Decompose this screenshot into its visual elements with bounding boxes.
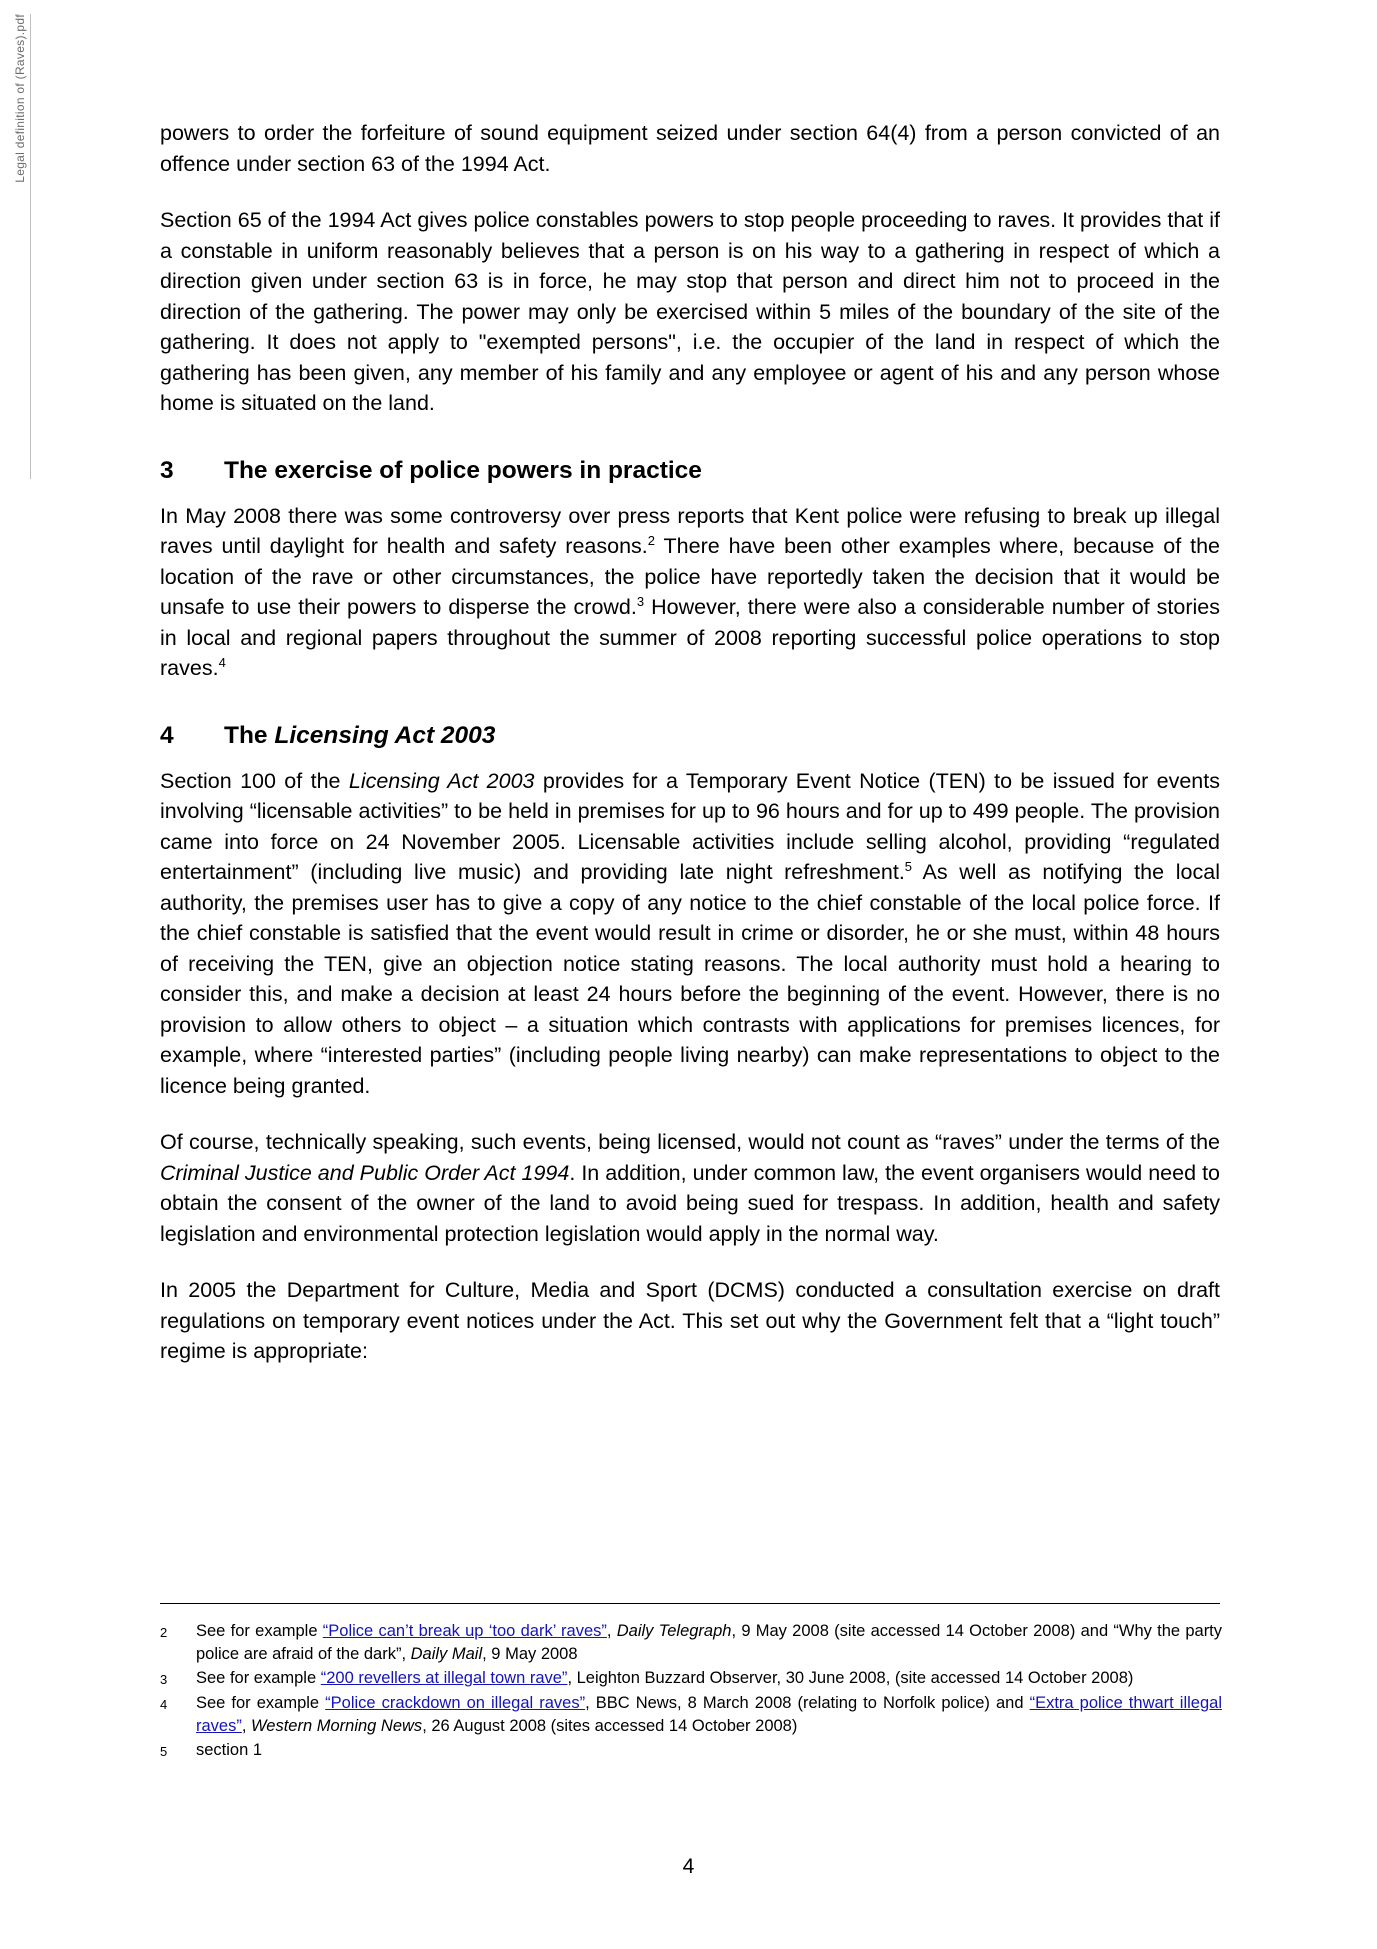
footnote-ref-4[interactable]: 4 — [218, 654, 226, 670]
footnote-ref-5[interactable]: 5 — [904, 858, 913, 874]
fn3-link-1[interactable]: “200 revellers at illegal town rave” — [320, 1669, 568, 1687]
footnote-item — [160, 1667, 1222, 1691]
sidebar-file-tab-label: Legal definition of (Raves).pdf — [13, 14, 27, 183]
footnote-separator — [160, 1603, 1220, 1604]
heading-section-4 — [160, 722, 1220, 750]
heading-4-title — [224, 722, 1220, 750]
footnote-marker: 4 — [160, 1697, 168, 1712]
heading-4-title-italic: Licensing Act 2003 — [274, 721, 496, 749]
heading-3-title: The exercise of police powers in practice — [224, 456, 702, 484]
fn2-italic-2: Daily Mail — [410, 1645, 483, 1663]
s3-text-b: There have been other examples where, because of the location of the rave or other circumstances, the police have reportedly taken the decision that it would be unsafe to use their powers to disperse the crowd. — [160, 534, 1220, 619]
fn2-link-1[interactable]: “Police can’t break up ‘too dark’ raves” — [322, 1622, 607, 1640]
paragraph-forfeiture: powers to order the forfeiture of sound equipment seized under section 64(4) from a person convicted of an offence under section 63 of the 1994 Act. — [160, 121, 1220, 176]
fn2-post: , 9 May 2008 — [482, 1645, 578, 1663]
paragraph-section-3-body — [160, 501, 1220, 684]
s3-text-a: In May 2008 there was some controversy over press reports that Kent police were refusing to break up illegal raves until daylight for health and safety reasons. — [160, 503, 1220, 558]
fn2-pre: See for example — [196, 1622, 323, 1640]
heading-4-title-plain: The — [224, 721, 275, 749]
fn2-mid-2: , 9 May 2008 (site accessed 14 October 2008) and “Why the party police are afraid of the dark”, — [196, 1622, 1223, 1663]
s4p1-b: provides for a Temporary Event Notice (TEN) to be issued for events involving “licensable activities” to be held in premises for up to 96 hours and for up to 499 people. The provision came into force on 24 November 2005. Licensable activities include selling alcohol, providing “regulated entertainment” (including live music) and providing late night refreshment. — [160, 768, 1220, 884]
fn4-post: , 26 August 2008 (sites accessed 14 October 2008) — [422, 1717, 798, 1735]
s4p2-a: Of course, technically speaking, such events, being licensed, would not count as “raves” under the terms of the — [160, 1130, 1220, 1154]
fn2-italic-1: Daily Telegraph — [616, 1622, 732, 1640]
s4p1-italic-act: Licensing Act 2003 — [348, 768, 535, 793]
paragraph-section-4-dcms: In 2005 the Department for Culture, Media and Sport (DCMS) conducted a consultation exercise on draft regulations on temporary event notices under the Act. This set out why the Government felt that a “light touch” regime is appropriate: — [160, 1278, 1220, 1363]
footnote-item — [160, 1692, 1222, 1738]
s4p1-a: Section 100 of the — [160, 768, 349, 793]
fn4-mid-1: , BBC News, 8 March 2008 (relating to Norfolk police) and — [585, 1694, 1030, 1712]
s4p2-italic-act: Criminal Justice and Public Order Act 1994 — [160, 1160, 570, 1185]
paragraph-section65: Section 65 of the 1994 Act gives police constables powers to stop people proceeding to raves. It provides that if a constable in uniform reasonably believes that a person is on his way to a gathering in respect of which a direction given under section 63 is in force, he may stop that person and direct him not to proceed in the direction of the gathering. The power may only be exercised within 5 miles of the boundary of the site of the gathering. It does not apply to "exempted persons", i.e. the occupier of the land in respect of which the gathering has been given, any member of his family and any employee or agent of his and any person whose home is situated on the land. — [160, 208, 1220, 415]
footnote-list — [160, 1620, 1222, 1764]
heading-4-number: 4 — [160, 721, 174, 749]
sidebar-file-tab[interactable] — [0, 0, 40, 480]
heading-3-number: 3 — [160, 456, 174, 484]
s4p2-b: . In addition, under common law, the event organisers would need to obtain the consent of the owner of the land to avoid being sued for trespass. In addition, health and safety legislation and environmental protection legislation would apply in the normal way. — [160, 1160, 1220, 1246]
fn3-pre: See for example — [196, 1669, 321, 1687]
s4p1-c: As well as notifying the local authority, the premises user has to give a copy of any notice to the chief constable of the local police force. If the chief constable is satisfied that the event would result in crime or disorder, he or she must, within 48 hours of receiving the TEN, give an objection notice stating reasons. The local authority must hold a hearing to consider this, and make a decision at least 24 hours before the beginning of the event. However, there is no provision to allow others to object – a situation which contrasts with applications for premises licences, for example, where “interested parties” (including people living nearby) can make representations to object to the licence being granted. — [160, 860, 1220, 1098]
fn4-mid-2: , — [241, 1717, 252, 1735]
footnote-text — [196, 1620, 1222, 1666]
footnote-text — [196, 1667, 1222, 1691]
footnote-item — [160, 1620, 1222, 1666]
fn4-italic-2: Western Morning News — [251, 1717, 423, 1735]
footnote-text: section 1 — [196, 1741, 263, 1759]
fn2-mid-1: , — [606, 1622, 617, 1640]
heading-section-3 — [160, 457, 1220, 485]
s3-text-c: However, there were also a considerable number of stories in local and regional papers throughout the summer of 2008 reporting successful police operations to stop raves. — [160, 595, 1220, 680]
paragraph-section-4-ten — [160, 766, 1220, 1102]
footnote-marker: 3 — [160, 1672, 168, 1687]
footnote-item — [160, 1739, 1222, 1763]
paragraph-section-4-licensed-events — [160, 1127, 1220, 1249]
footnote-marker: 5 — [160, 1744, 168, 1759]
fn3-mid-1: , Leighton Buzzard Observer, 30 June 2008, (site accessed 14 October 2008) — [567, 1669, 1134, 1687]
page-number: 4 — [682, 1855, 695, 1878]
fn4-link-1[interactable]: “Police crackdown on illegal raves” — [325, 1694, 586, 1712]
fn4-link-2[interactable]: “Extra police thwart illegal raves” — [196, 1694, 1222, 1735]
footnote-marker: 2 — [160, 1625, 168, 1640]
footnote-ref-2[interactable]: 2 — [647, 532, 656, 548]
footnote-ref-3[interactable]: 3 — [636, 593, 645, 609]
fn4-pre: See for example — [196, 1694, 326, 1712]
document-body — [160, 118, 1220, 1393]
footnote-text — [196, 1692, 1222, 1738]
